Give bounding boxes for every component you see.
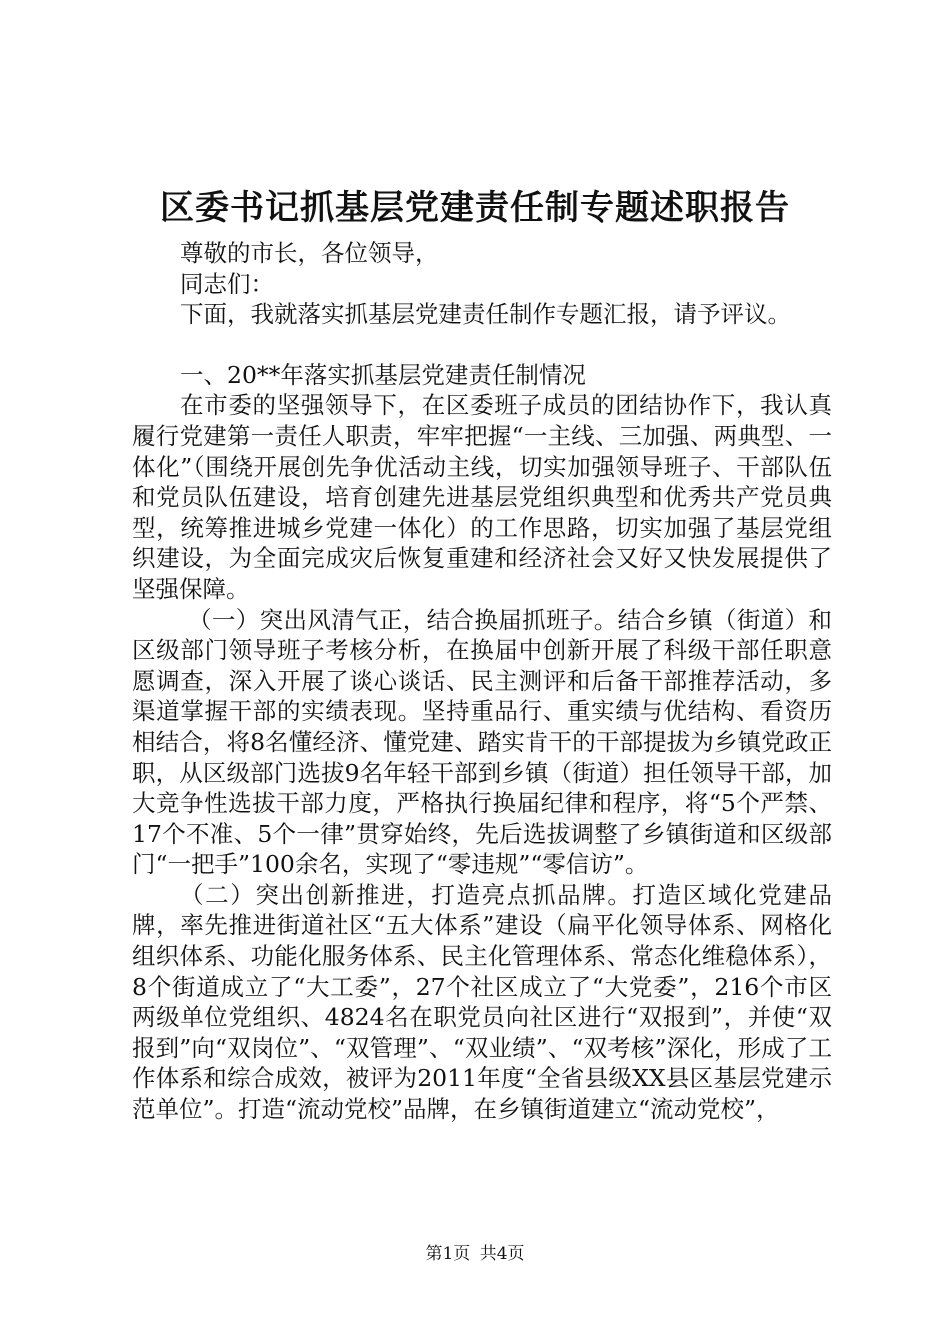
salutation-line-2: 同志们： bbox=[180, 269, 274, 298]
page-footer: 第1页 共4页 bbox=[425, 1244, 525, 1264]
blank-line bbox=[132, 330, 832, 360]
intro-line: 下面，我就落实抓基层党建责任制作专题汇报，请予评议。 bbox=[180, 300, 791, 329]
paragraph-2: （一）突出风清气正，结合换届抓班子。结合乡镇（街道）和区级部门领导班子考核分析，在换届中创新开展了科级干部任职意愿调查，深入开展了谈心谈话、民主测评和后备干部推荐活动，多渠道掌握干部的实绩表现。坚持重品行、重实绩与优结构、看资历相结合，将8名懂经济、懂党建、踏实肯干的干部提拔为乡镇党政正职，从区级部门选拔9名年轻干部到乡镇（街道）担任领导干部，加大竞争性选拔干部力度，严格执行换届纪律和程序，将“5个严禁、17个不准、5个一律”贯穿始终，先后选拔调整了乡镇街道和区级部门“一把手”100余名，实现了“零违规”“零信访”。 bbox=[132, 605, 832, 879]
paragraph-1: 在市委的坚强领导下，在区委班子成员的团结协作下，我认真履行党建第一责任人职责，牢牢把握“一主线、三加强、两典型、一体化”（围绕开展创先争优活动主线，切实加强领导班子、干部队伍和党员队伍建设，培育创建先进基层党组织典型和优秀共产党员典型，统筹推进城乡党建一体化）的工作思路，切实加强了基层党组织建设，为全面完成灾后恢复重建和经济社会又好又快发展提供了坚强保障。 bbox=[132, 391, 832, 603]
document-body bbox=[132, 238, 832, 1125]
document-title: 区委书记抓基层党建责任制专题述职报告 bbox=[160, 188, 790, 228]
section-heading: 一、20**年落实抓基层党建责任制情况 bbox=[180, 360, 586, 389]
paragraph-3: （二）突出创新推进，打造亮点抓品牌。打造区域化党建品牌，率先推进街道社区“五大体系”建设（扁平化领导体系、网格化组织体系、功能化服务体系、民主化管理体系、常态化维稳体系），8个街道成立了“大工委”，27个社区成立了“大党委”，216个市区两级单位党组织、4824名在职党员向社区进行“双报到”，并使“双报到”向“双岗位”、“双管理”、“双业绩”、“双考核”深化，形成了工作体系和综合成效，被评为2011年度“全省县级XX县区基层党建示范单位”。打造“流动党校”品牌，在乡镇街道建立“流动党校”， bbox=[132, 880, 832, 1124]
salutation-line-1: 尊敬的市长，各位领导， bbox=[180, 239, 439, 267]
